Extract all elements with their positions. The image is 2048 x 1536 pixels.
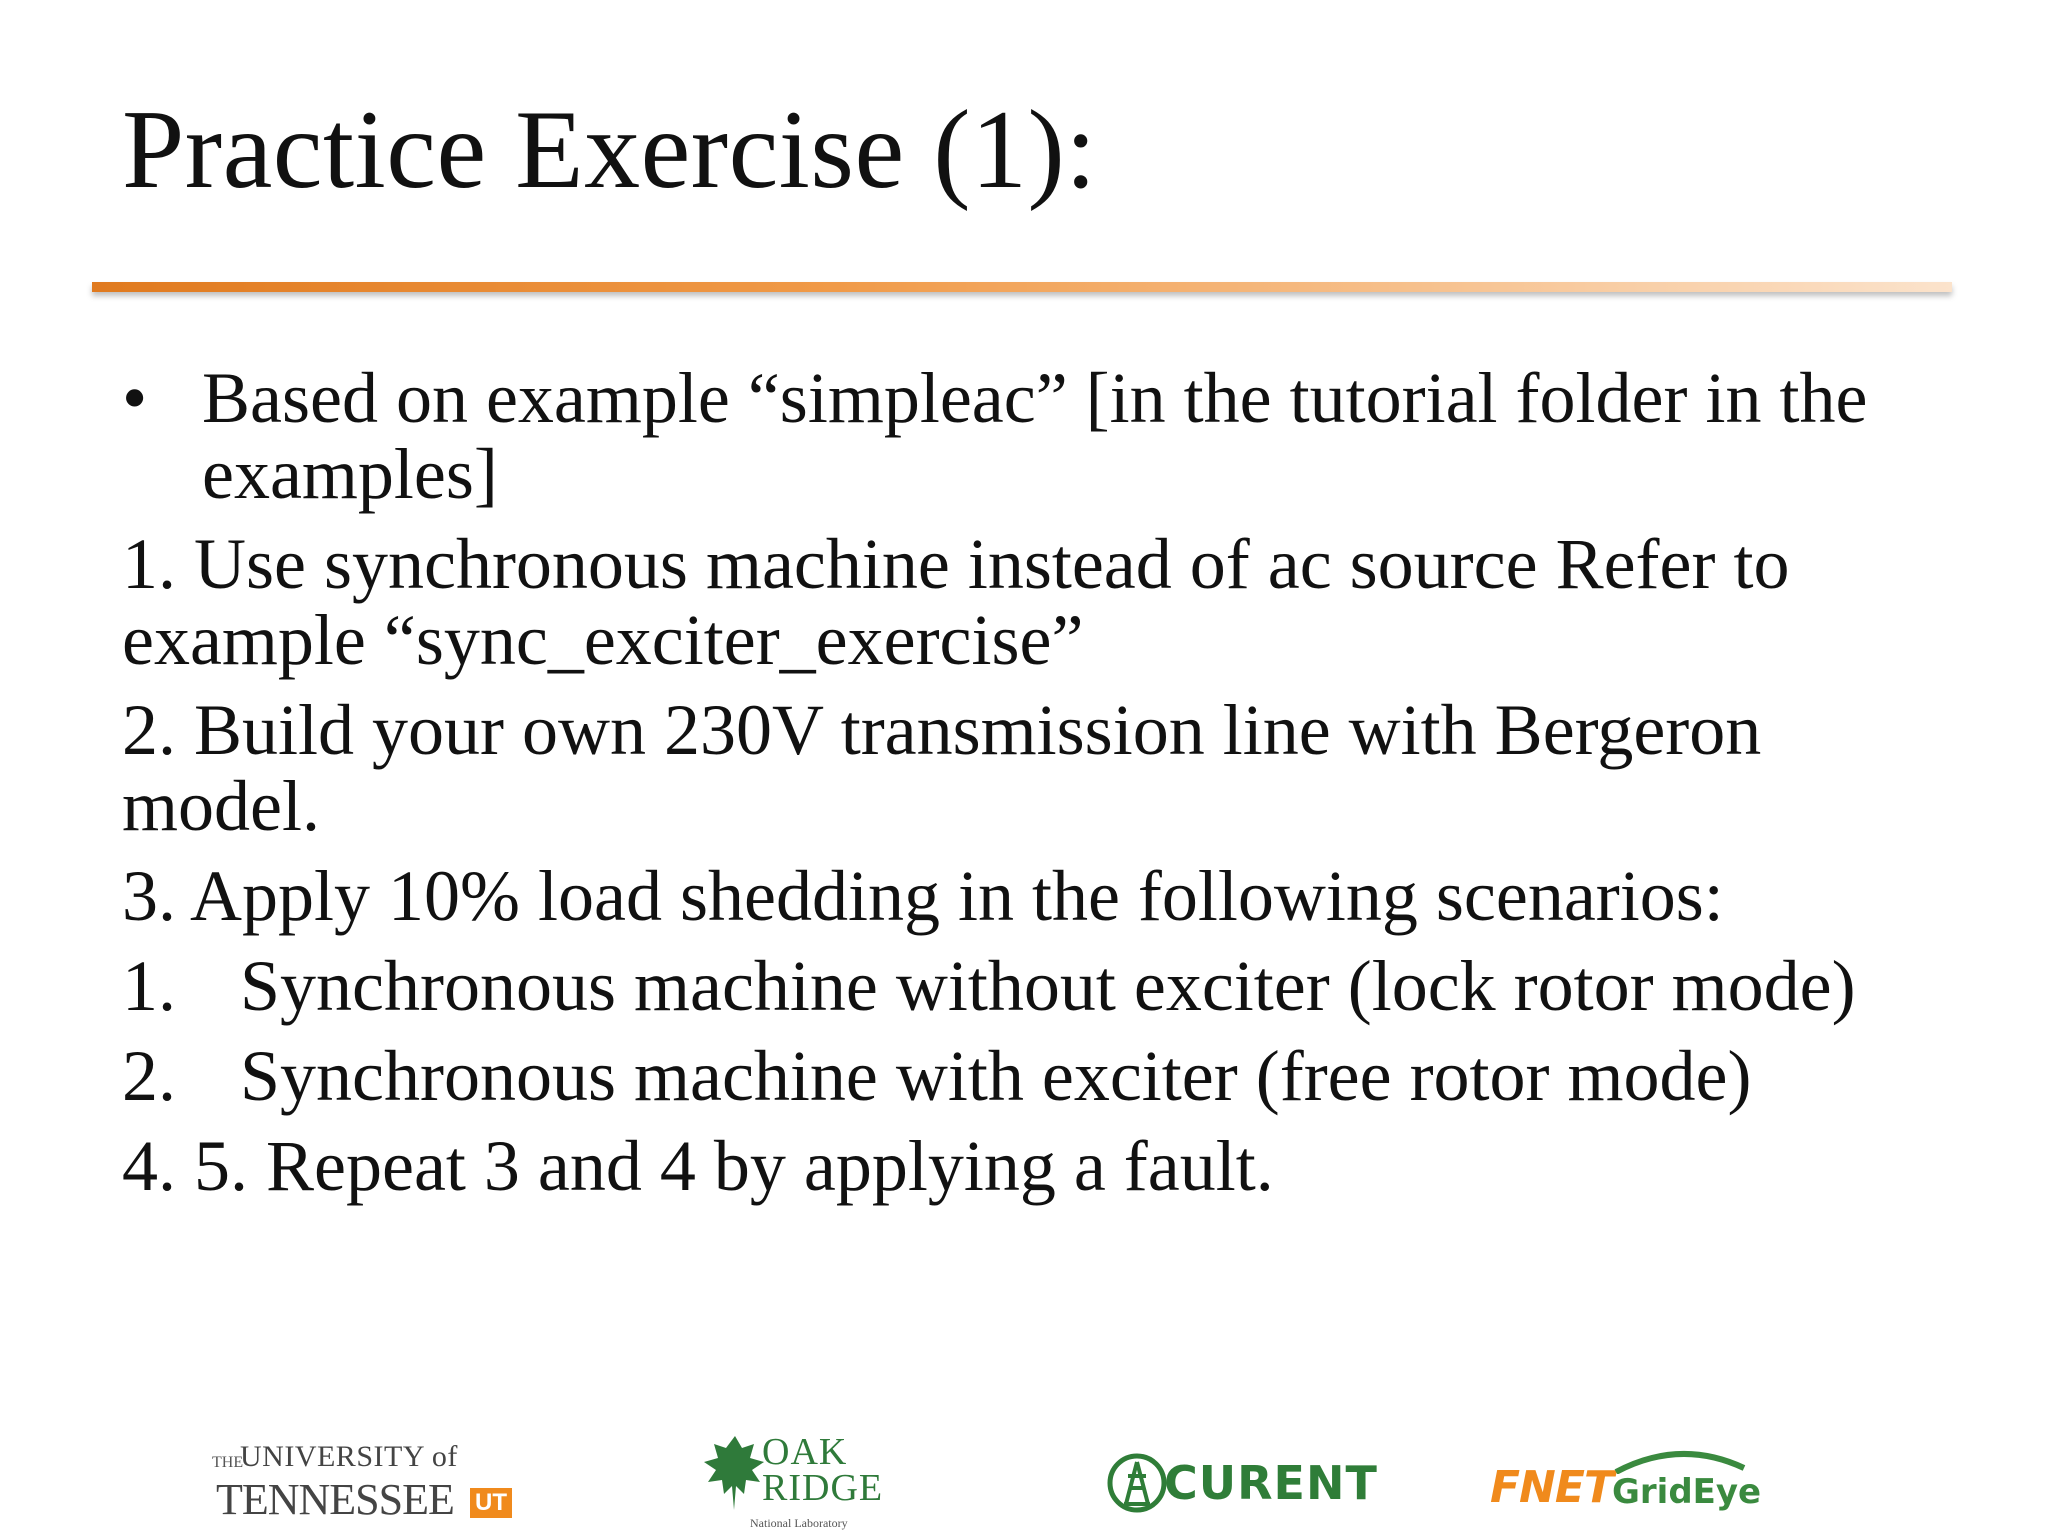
step-text: 2. Build your own 230V transmission line with Bergeron model. xyxy=(122,690,1762,846)
ut-logo-the: THE xyxy=(212,1454,244,1471)
ut-logo-mark: UT xyxy=(470,1488,512,1518)
fnet-logo-text: FNET xyxy=(1490,1462,1613,1513)
fnet-logo xyxy=(1490,1430,1760,1536)
ut-logo-tennessee: TENNESSEE xyxy=(216,1475,454,1524)
ornl-logo-subtitle: National Laboratory xyxy=(750,1516,848,1530)
slide-title: Practice Exercise (1): xyxy=(122,88,1097,212)
scenario-number: 1. xyxy=(122,946,176,1026)
ut-logo xyxy=(212,1430,512,1536)
scenario-item xyxy=(122,948,1942,1024)
step-item xyxy=(122,526,1942,678)
ut-logo-university: UNIVERSITY of xyxy=(240,1440,458,1473)
curent-logo-text: CURENT xyxy=(1164,1456,1378,1510)
step-text: 1. Use synchronous machine instead of ac source Refer to example “sync_exciter_exercise” xyxy=(122,524,1790,680)
slide-body xyxy=(122,360,1942,1218)
ornl-logo-ridge: RIDGE xyxy=(762,1467,884,1509)
ornl-logo xyxy=(700,1430,910,1536)
title-divider xyxy=(92,282,1952,292)
curent-logo xyxy=(1106,1430,1386,1536)
scenario-text: Synchronous machine without exciter (lock rotor mode) xyxy=(240,946,1856,1026)
scenario-number: 2. xyxy=(122,1036,176,1116)
logo-footer xyxy=(0,1430,2048,1536)
grideye-arc-icon xyxy=(1610,1444,1750,1474)
bullet-marker: • xyxy=(122,358,148,438)
ornl-logo-oak: OAK xyxy=(762,1431,848,1473)
oak-leaf-icon xyxy=(700,1432,770,1512)
step-text: 4. 5. Repeat 3 and 4 by applying a fault. xyxy=(122,1126,1274,1206)
grideye-logo-text: GridEye xyxy=(1612,1472,1762,1512)
step-item xyxy=(122,1128,1942,1204)
step-text: 3. Apply 10% load shedding in the following scenarios: xyxy=(122,856,1724,936)
bullet-text: Based on example “simpleac” [in the tutorial folder in the examples] xyxy=(202,358,1868,514)
step-item xyxy=(122,692,1942,844)
bullet-item xyxy=(122,360,1942,512)
transmission-tower-icon xyxy=(1106,1452,1168,1514)
scenario-item xyxy=(122,1038,1942,1114)
step-item xyxy=(122,858,1942,934)
scenario-text: Synchronous machine with exciter (free rotor mode) xyxy=(240,1036,1752,1116)
